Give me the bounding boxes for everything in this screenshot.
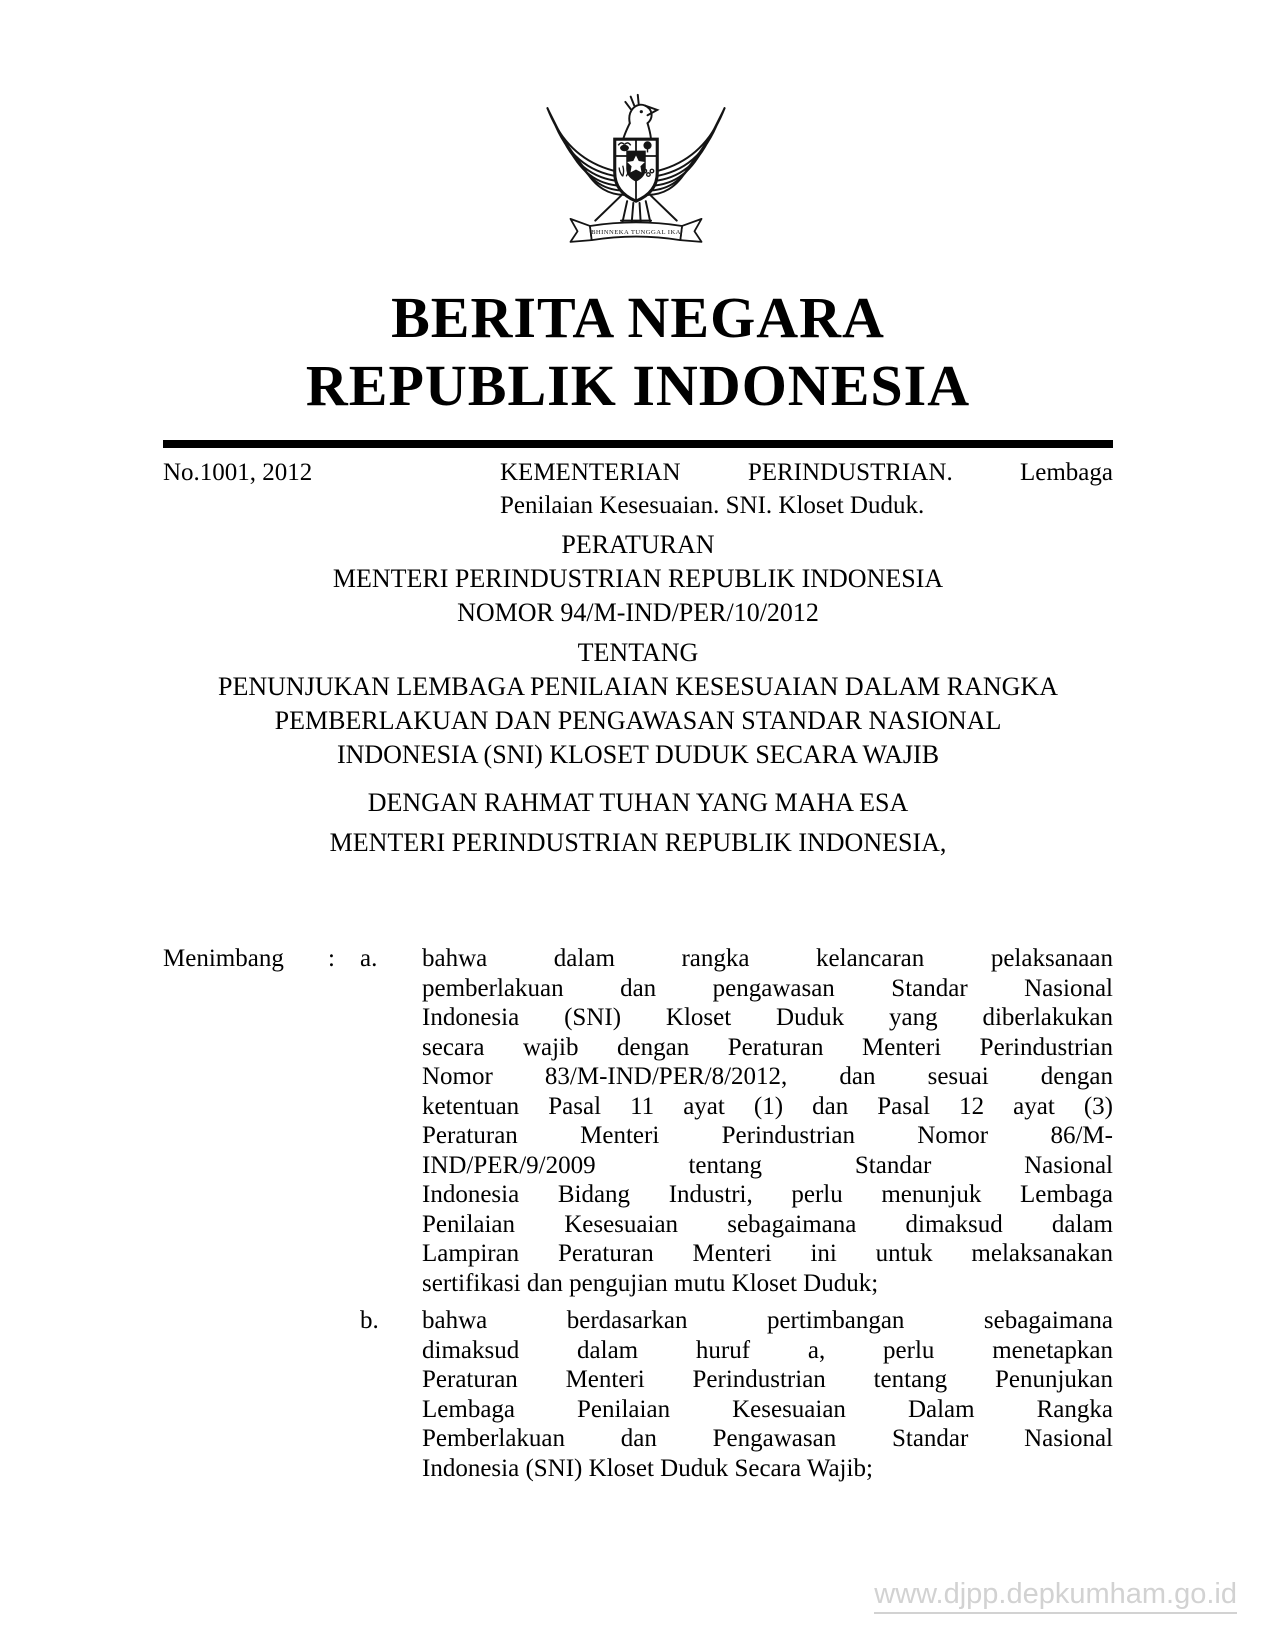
gazette-number: No.1001, 2012 <box>163 459 313 486</box>
text-line: Indonesia Bidang Industri, perlu menunjuk Lembaga <box>422 1181 1113 1208</box>
gazette-header-row <box>163 456 1113 522</box>
considerations-label: Menimbang <box>163 945 284 972</box>
text-line: Indonesia (SNI) Kloset Duduk Secara Wajib; <box>422 1454 873 1482</box>
regulation-number: NOMOR 94/M-IND/PER/10/2012 <box>457 598 819 627</box>
regulation-subject-line2: PEMBERLAKUAN DAN PENGAWASAN STANDAR NASIONAL <box>274 706 1002 735</box>
text-line: dimaksud dalam huruf a, perlu menetapkan <box>422 1336 1113 1364</box>
considerations-section <box>163 944 1113 1483</box>
garuda-pancasila-emblem <box>538 86 734 272</box>
gazette-subject <box>500 456 1113 522</box>
text-line: ketentuan Pasal 11 ayat (1) dan Pasal 12 ayat (3) <box>422 1092 1113 1120</box>
text-line: Penilaian Kesesuaian sebagaimana dimaksud dalam <box>422 1210 1113 1238</box>
regulation-doc-type: PERATURAN <box>561 530 715 559</box>
footer-watermark-url: www.djpp.depkumham.go.id <box>874 1578 1237 1614</box>
text-line: Peraturan Menteri Perindustrian tentang Penunjukan <box>422 1366 1113 1393</box>
consideration-item-b-marker: b. <box>360 1307 379 1334</box>
considerations-separator: : <box>328 945 335 972</box>
text-line: secara wajib dengan Peraturan Menteri Perindustrian <box>422 1033 1113 1061</box>
text-line: IND/PER/9/2009 tentang Standar Nasional <box>422 1151 1113 1179</box>
text-line: Indonesia (SNI) Kloset Duduk yang diberlakukan <box>422 1004 1113 1031</box>
masthead-divider-rule <box>163 440 1113 448</box>
text-line: pemberlakuan dan pengawasan Standar Nasional <box>422 974 1113 1002</box>
consideration-item-b-text <box>422 1306 1113 1483</box>
text-line: bahwa dalam rangka kelancaran pelaksanaan <box>422 945 1113 972</box>
garuda-emblem-drawing <box>538 86 734 272</box>
regulation-subject-line3: INDONESIA (SNI) KLOSET DUDUK SECARA WAJIB <box>336 740 940 769</box>
gazette-subject-line1: KEMENTERIAN PERINDUSTRIAN. Lembaga <box>500 459 1113 486</box>
text-line: Lembaga Penilaian Kesesuaian Dalam Rangka <box>422 1395 1113 1423</box>
regulation-authority: MENTERI PERINDUSTRIAN REPUBLIK INDONESIA, <box>329 828 947 857</box>
regulation-issuer: MENTERI PERINDUSTRIAN REPUBLIK INDONESIA <box>332 564 944 593</box>
regulation-heading <box>163 528 1113 860</box>
text-line: sertifikasi dan pengujian mutu Kloset Duduk; <box>422 1269 879 1297</box>
masthead-title-line1: BERITA NEGARA <box>391 285 885 350</box>
consideration-item-a <box>360 944 1113 1298</box>
consideration-item-a-marker: a. <box>360 945 378 972</box>
masthead-title-line2: REPUBLIK INDONESIA <box>305 353 971 418</box>
consideration-item-a-text <box>422 944 1113 1298</box>
regulation-invocation: DENGAN RAHMAT TUHAN YANG MAHA ESA <box>367 788 909 817</box>
emblem-motto-text: BHINNEKA TUNGGAL IKA <box>591 228 681 236</box>
text-line: bahwa berdasarkan pertimbangan sebagaimana <box>422 1307 1113 1334</box>
regulation-about-label: TENTANG <box>577 638 699 667</box>
regulation-subject-line1: PENUNJUKAN LEMBAGA PENILAIAN KESESUAIAN DALAM RANGKA <box>218 672 1058 701</box>
consideration-item-b <box>360 1306 1113 1483</box>
masthead <box>163 284 1113 420</box>
text-line: Lampiran Peraturan Menteri ini untuk melaksanakan <box>422 1240 1113 1267</box>
considerations-items <box>360 944 1113 1483</box>
gazette-subject-line2: Penilaian Kesesuaian. SNI. Kloset Duduk. <box>500 492 925 519</box>
text-line: Nomor 83/M-IND/PER/8/2012, dan sesuai dengan <box>422 1063 1113 1090</box>
text-line: Pemberlakuan dan Pengawasan Standar Nasional <box>422 1425 1113 1452</box>
text-line: Peraturan Menteri Perindustrian Nomor 86/M- <box>422 1122 1113 1149</box>
